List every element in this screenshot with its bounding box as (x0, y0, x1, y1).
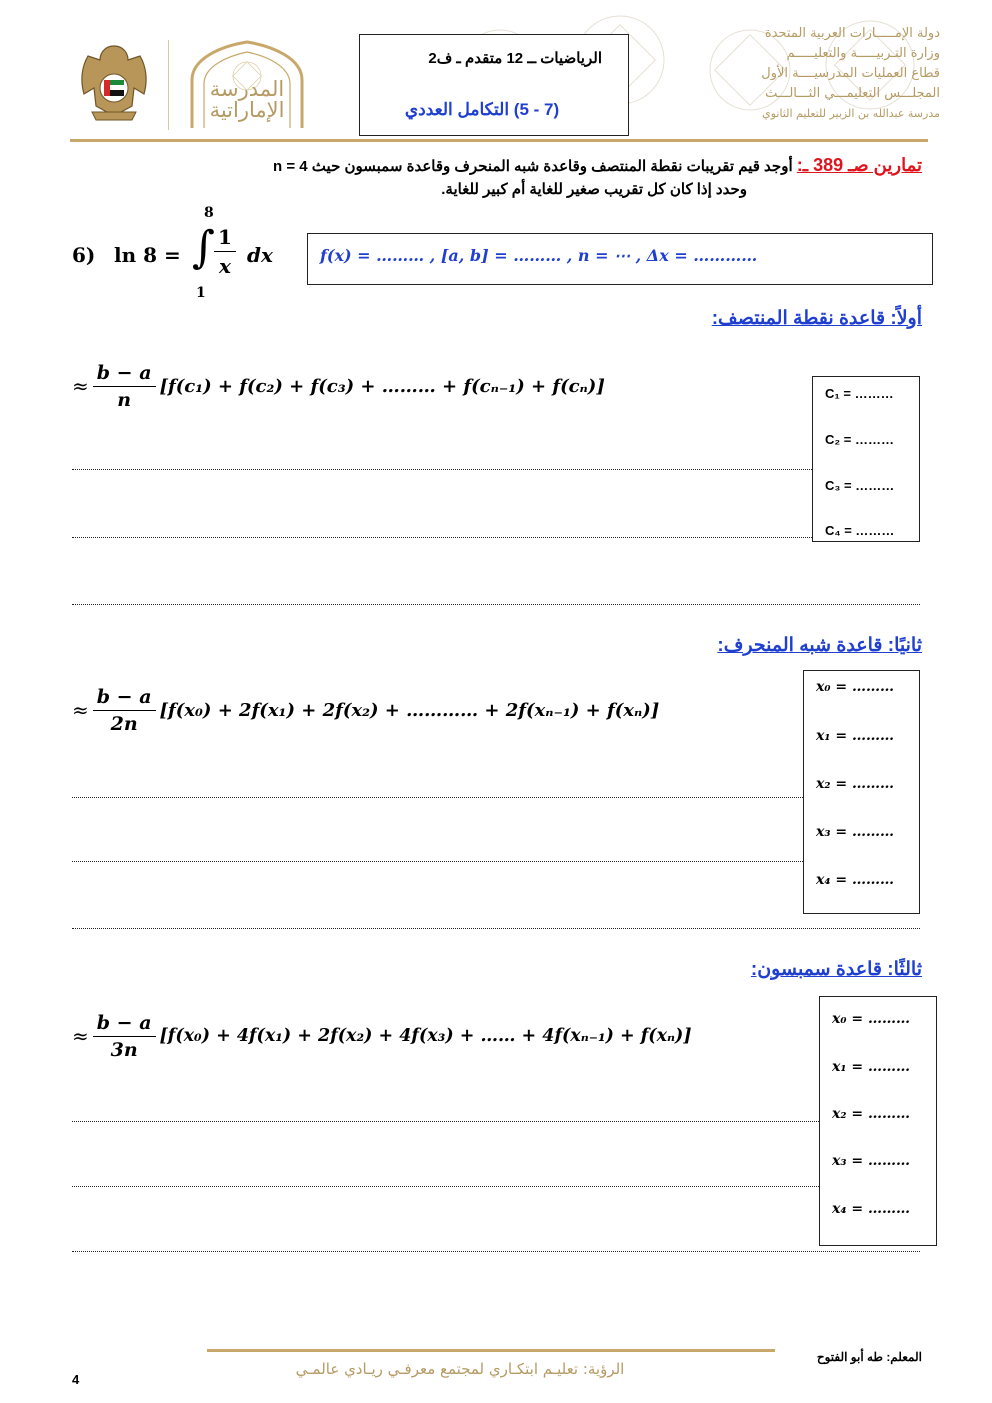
problem-integral (72, 205, 302, 305)
simpson-answer-line-3[interactable] (72, 1251, 920, 1252)
trapezoid-frac-num: b − a (93, 686, 156, 711)
simpson-frac-num: b − a (93, 1012, 156, 1037)
lesson-title: (7 - 5) التكامل العددي (404, 100, 560, 119)
ministry-block (700, 24, 940, 124)
simpson-frac-den: 3n (110, 1038, 138, 1061)
ministry-line-2: وزارة التـربيـــــة والتعليـــــم (786, 46, 940, 61)
midpoint-frac-num: b − a (93, 362, 156, 387)
problem-fill-text: f(x) = ……… , [a, b] = ……… , n = ⋯ , Δx = ………… (320, 246, 758, 265)
midpoint-answer-line-3[interactable] (72, 604, 920, 605)
header (0, 0, 992, 145)
problem-lhs: ln 8 = (114, 243, 181, 267)
c1-cell[interactable]: C₁ = ……… (825, 386, 894, 401)
exercise-text-line2: وحدد إذا كان كل تقريب صغير للغاية أم كبير للغاية. (441, 181, 747, 198)
simpson-formula (72, 1006, 822, 1066)
trap-x1-cell[interactable]: x₁ = ……… (816, 728, 894, 744)
c3-cell[interactable]: C₃ = ……… (825, 478, 895, 493)
trapezoid-answer-line-2[interactable] (72, 861, 803, 862)
trap-x3-cell[interactable]: x₃ = ……… (816, 824, 894, 840)
trapezoid-fraction (93, 686, 156, 735)
school-logo-line1: المدرسة (209, 77, 285, 101)
midpoint-formula-body: [f(c₁) + f(c₂) + f(c₃) + ……… + f(cₙ₋₁) + f(cₙ)] (159, 375, 605, 397)
header-rule (70, 139, 928, 142)
problem-number: 6) (72, 243, 96, 267)
approx-symbol: ≈ (72, 1024, 89, 1048)
school-logo-line2: الإماراتية (209, 98, 285, 122)
trap-x2-cell[interactable]: x₂ = ……… (816, 776, 894, 792)
midpoint-answer-line-1[interactable] (72, 469, 812, 470)
approx-symbol: ≈ (72, 374, 89, 398)
footer-rule (207, 1349, 775, 1352)
integral-sign: ∫ (192, 222, 215, 273)
midpoint-formula (72, 356, 812, 416)
simpson-answer-line-2[interactable] (72, 1186, 819, 1187)
simp-x2-cell[interactable]: x₂ = ……… (832, 1106, 910, 1122)
midpoint-fraction (93, 362, 156, 411)
integrand (214, 225, 236, 278)
trapezoid-formula (72, 680, 802, 740)
trapezoid-frac-den: 2n (110, 712, 138, 735)
approx-symbol: ≈ (72, 698, 89, 722)
midpoint-title: أولاً: قاعدة نقطة المنتصف: (711, 308, 922, 329)
ministry-line-5: مدرسة عبدالله بن الزبير للتعليم الثانوي (762, 107, 940, 120)
ministry-line-3: قطاع العمليات المدرسيــــة الأول (761, 66, 940, 81)
footer-vision: الرؤية: تعليـم ابتكـاري لمجتمع معرفـي ريـادي عالمـي (295, 1360, 625, 1378)
trap-x0-cell[interactable]: x₀ = ……… (816, 679, 894, 695)
integrand-den: x (218, 254, 231, 278)
ministry-line-1: دولة الإمـــــارات العربية المتحدة (764, 26, 940, 41)
trapezoid-answer-line-1[interactable] (72, 797, 803, 798)
uae-emblem-icon (74, 40, 154, 122)
simpson-answer-line-1[interactable] (72, 1121, 819, 1122)
midpoint-answer-line-2[interactable] (72, 537, 812, 538)
c4-cell[interactable]: C₄ = ……… (825, 523, 895, 538)
simpson-fraction (93, 1012, 156, 1061)
integral-lower: 1 (196, 285, 206, 301)
page-number: 4 (72, 1372, 80, 1387)
simp-x3-cell[interactable]: x₃ = ……… (832, 1153, 910, 1169)
course-title: الرياضيات ــ 12 متقدم ـ ف2 (428, 50, 602, 67)
exercise-label: تمارين صـ 389 ـ: (796, 155, 922, 175)
integrand-num: 1 (214, 225, 236, 252)
trapezoid-answer-line-3[interactable] (72, 928, 920, 929)
integral-upper: 8 (204, 205, 214, 221)
logo-divider (168, 40, 169, 130)
simp-x4-cell[interactable]: x₄ = ……… (832, 1201, 910, 1217)
trap-x4-cell[interactable]: x₄ = ……… (816, 872, 894, 888)
simpson-title: ثالثًا: قاعدة سمبسون: (750, 959, 922, 980)
c2-cell[interactable]: C₂ = ……… (825, 432, 894, 447)
footer-teacher: المعلم: طه أبو الفتوح (816, 1350, 922, 1364)
ministry-line-4: المجلـــس التعليمـــي الثـــالـــث (765, 86, 940, 101)
trapezoid-formula-body: [f(x₀) + 2f(x₁) + 2f(x₂) + ………… + 2f(xₙ₋₁) + f(xₙ)] (159, 699, 660, 721)
exercise-text-line1: أوجد قيم تقريبات نقطة المنتصف وقاعدة شبه المنحرف وقاعدة سمبسون حيث n = 4 (273, 158, 793, 175)
midpoint-frac-den: n (117, 388, 132, 411)
trapezoid-title: ثانيًا: قاعدة شبه المنحرف: (717, 635, 922, 656)
simp-x0-cell[interactable]: x₀ = ……… (832, 1011, 910, 1027)
simp-x1-cell[interactable]: x₁ = ……… (832, 1059, 910, 1075)
integral-dx: dx (247, 243, 273, 267)
simpson-formula-body: [f(x₀) + 4f(x₁) + 2f(x₂) + 4f(x₃) + …… + 4f(xₙ₋₁) + f(xₙ)] (159, 1026, 692, 1046)
exercise-statement (70, 153, 922, 179)
